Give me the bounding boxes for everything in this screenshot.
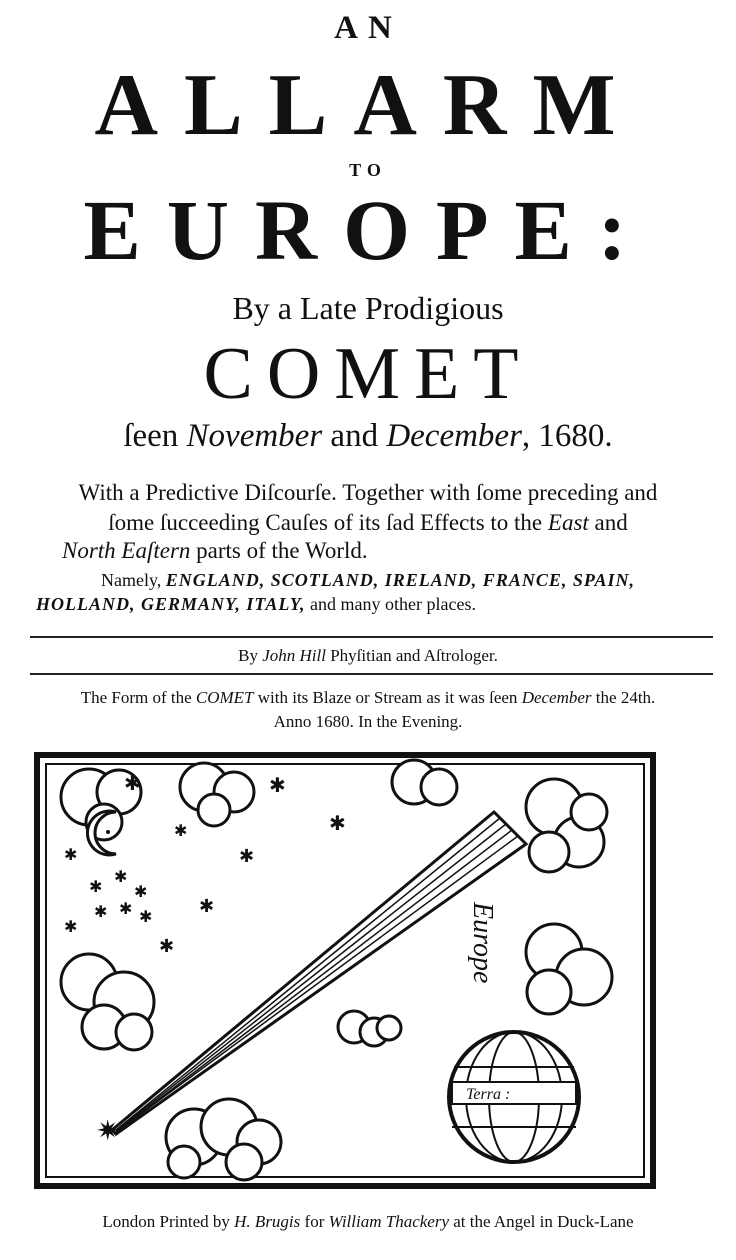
svg-text:✱: ✱ bbox=[239, 846, 255, 867]
author-title: Phyſitian and Aſtrologer. bbox=[325, 646, 498, 665]
discourse-world: parts of the World. bbox=[190, 538, 368, 563]
discourse-countries-1: ENGLAND, SCOTLAND, IRELAND, FRANCE, SPAIN, bbox=[165, 570, 636, 590]
title-allarm: ALLARM bbox=[94, 57, 642, 154]
imprint-line bbox=[0, 1212, 736, 1232]
svg-text:✱: ✱ bbox=[119, 899, 133, 918]
title-to: TO bbox=[349, 160, 387, 180]
europe-label: Europe bbox=[467, 902, 498, 984]
form-mid: with its Blaze or Stream as it was ſeen bbox=[253, 688, 522, 707]
title-comet: COMET bbox=[203, 333, 533, 415]
svg-text:✱: ✱ bbox=[114, 867, 128, 886]
terra-suffix: : bbox=[504, 1086, 511, 1103]
seen-december: December bbox=[386, 418, 522, 454]
form-line-2: Anno 1680. In the Evening. bbox=[273, 712, 463, 731]
discourse-line-2-text: ſome ſucceeding Cauſes of its ſad Effects to the bbox=[108, 510, 548, 535]
discourse-namely: Namely, bbox=[100, 570, 166, 590]
form-line-1 bbox=[0, 688, 736, 708]
discourse-line-1: With a Predictive Diſcourſe. Together with ſome preceding and bbox=[78, 480, 658, 505]
seen-and: and bbox=[322, 418, 387, 454]
comet-woodcut bbox=[34, 752, 656, 1189]
seen-pre: ſeen bbox=[123, 418, 187, 454]
svg-text:✱: ✱ bbox=[64, 917, 78, 936]
title-seen-line bbox=[0, 418, 736, 455]
discourse-north-eastern: North Eaſtern bbox=[62, 538, 191, 563]
imprint-printer: H. Brugis bbox=[234, 1212, 301, 1231]
comet-head-icon: ✷ bbox=[96, 1114, 120, 1147]
form-end: the 24th. bbox=[591, 688, 656, 707]
svg-text:✱: ✱ bbox=[269, 773, 286, 797]
svg-text:✱: ✱ bbox=[124, 771, 141, 795]
author-name: John Hill bbox=[262, 646, 326, 665]
rule-bottom bbox=[30, 673, 713, 675]
seen-november: November bbox=[186, 418, 323, 454]
svg-text:✱: ✱ bbox=[134, 882, 148, 901]
imprint-pre: London Printed by bbox=[102, 1212, 235, 1231]
svg-text:✱: ✱ bbox=[64, 845, 78, 864]
author-line bbox=[0, 646, 736, 666]
discourse-line-4 bbox=[0, 570, 736, 591]
discourse-line-3 bbox=[62, 538, 368, 564]
svg-text:✱: ✱ bbox=[329, 811, 346, 835]
imprint-location: at the Angel in Duck-Lane bbox=[449, 1212, 634, 1231]
imprint-for: for bbox=[300, 1212, 329, 1231]
svg-text:✱: ✱ bbox=[199, 896, 215, 917]
svg-text:✱: ✱ bbox=[139, 907, 153, 926]
title-europe: EUROPE: bbox=[83, 182, 653, 278]
svg-text:✱: ✱ bbox=[94, 902, 108, 921]
svg-text:✱: ✱ bbox=[89, 877, 103, 896]
terra-label bbox=[466, 1086, 510, 1103]
imprint-bookseller: William Thackery bbox=[328, 1212, 450, 1231]
svg-text:✱: ✱ bbox=[159, 936, 175, 957]
discourse-other-places: and many other places. bbox=[305, 594, 476, 614]
title-by-line: By a Late Prodigious bbox=[232, 290, 504, 326]
discourse-line-5 bbox=[36, 594, 476, 615]
discourse-line-2 bbox=[0, 510, 736, 536]
title-an: AN bbox=[334, 10, 402, 46]
seen-year: , 1680. bbox=[521, 418, 613, 454]
author-by: By bbox=[238, 646, 263, 665]
svg-text:✱: ✱ bbox=[174, 821, 188, 840]
discourse-and: and bbox=[588, 510, 628, 535]
europe-label-group bbox=[467, 901, 498, 983]
form-december: December bbox=[521, 688, 592, 707]
discourse-east: East bbox=[547, 510, 589, 535]
rule-top bbox=[30, 636, 713, 638]
discourse-countries-2: HOLLAND, GERMANY, ITALY, bbox=[36, 594, 306, 614]
form-comet: COMET bbox=[195, 688, 254, 707]
form-pre: The Form of the bbox=[80, 688, 196, 707]
terra-word: Terra bbox=[466, 1086, 501, 1103]
